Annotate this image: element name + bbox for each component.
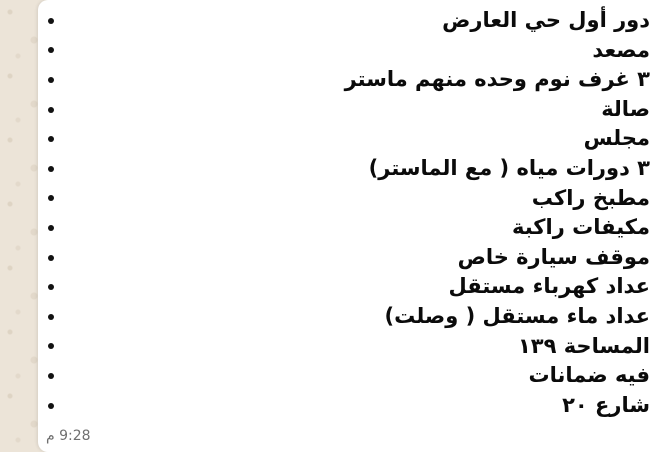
list-item bbox=[48, 154, 650, 184]
bullet-icon bbox=[48, 195, 54, 201]
bullet-icon bbox=[48, 107, 54, 113]
list-item-label: المساحة ١٣٩ bbox=[517, 333, 650, 358]
list-item bbox=[48, 302, 650, 332]
bullet-icon bbox=[48, 77, 54, 83]
bullet-icon bbox=[48, 373, 54, 379]
list-item bbox=[48, 332, 650, 362]
list-item-label: فيه ضمانات bbox=[528, 363, 650, 388]
list-item-label: عداد كهرباء مستقل bbox=[448, 274, 650, 299]
list-item bbox=[48, 272, 650, 302]
list-item-label: مصعد bbox=[592, 37, 650, 62]
list-item-label: ٣ غرف نوم وحده منهم ماستر bbox=[344, 67, 650, 92]
bullet-icon bbox=[48, 166, 54, 172]
list-item bbox=[48, 213, 650, 243]
list-item-label: شارع ٢٠ bbox=[562, 392, 650, 417]
list-item bbox=[48, 391, 650, 421]
bullet-icon bbox=[48, 136, 54, 142]
bullet-icon bbox=[48, 225, 54, 231]
list-item bbox=[48, 36, 650, 66]
list-item-label: صالة bbox=[601, 96, 650, 121]
list-item-label: عداد ماء مستقل ( وصلت) bbox=[384, 303, 650, 328]
list-item bbox=[48, 65, 650, 95]
message-timestamp: 9:28 م bbox=[46, 428, 91, 444]
bullet-icon bbox=[48, 403, 54, 409]
list-item-label: مطبخ راكب bbox=[531, 185, 650, 210]
feature-list bbox=[48, 6, 650, 420]
list-item bbox=[48, 184, 650, 214]
list-item bbox=[48, 361, 650, 391]
list-item bbox=[48, 243, 650, 273]
list-item bbox=[48, 6, 650, 36]
list-item-label: موقف سيارة خاص bbox=[457, 244, 650, 269]
bullet-icon bbox=[48, 255, 54, 261]
list-item-label: ٣ دورات مياه ( مع الماستر) bbox=[368, 155, 650, 180]
list-item bbox=[48, 95, 650, 125]
message-bubble[interactable] bbox=[38, 0, 668, 452]
bullet-icon bbox=[48, 343, 54, 349]
list-item-label: دور أول حي العارض bbox=[442, 8, 650, 32]
message-body bbox=[38, 0, 668, 452]
bullet-icon bbox=[48, 47, 54, 53]
bullet-icon bbox=[48, 18, 54, 24]
list-item-label: مجلس bbox=[583, 126, 650, 151]
list-item bbox=[48, 124, 650, 154]
list-item-label: مكيفات راكبة bbox=[511, 215, 650, 240]
bullet-icon bbox=[48, 314, 54, 320]
bullet-icon bbox=[48, 284, 54, 290]
